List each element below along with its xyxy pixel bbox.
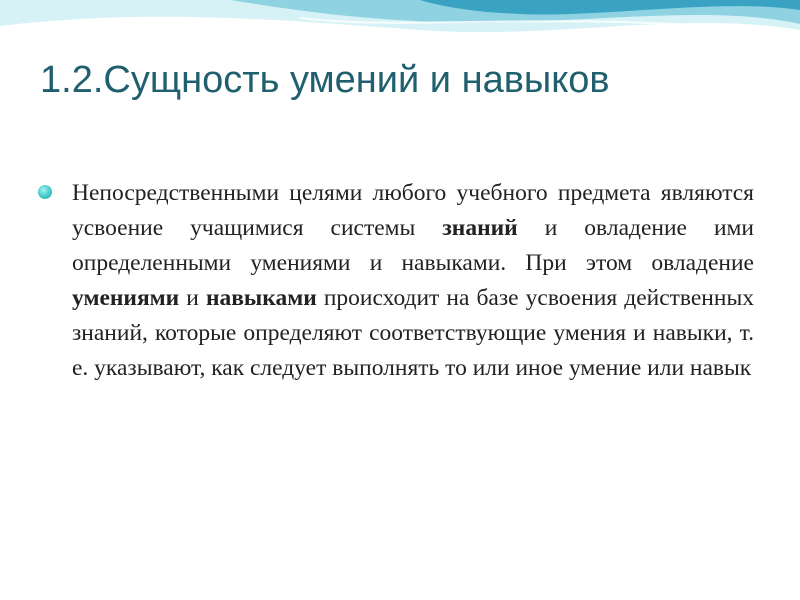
- decorative-waves: [0, 0, 800, 60]
- paragraph-text: и овладение ими определенными умениями и навыками. При этом овладение: [72, 215, 755, 276]
- paragraph-text: Непосредственными целями любого учебного предмета являются усвоение учащимися системы: [72, 180, 754, 241]
- bold-term-navykami: навыками: [205, 285, 317, 311]
- bold-term-znaniy: знаний: [442, 215, 518, 241]
- paragraph-text: происходит на базе усвоения действенных знаний, которые определяют соответствующие умения и навыки, т. е. указывают, как следует выполнять то или иное умение или навык: [72, 285, 754, 381]
- slide-title: 1.2.Сущность умений и навыков: [40, 59, 610, 101]
- bullet-dot-icon: [38, 185, 52, 199]
- bullet-paragraph: [72, 176, 754, 386]
- paragraph-text: и: [179, 285, 206, 311]
- bold-term-umeniyami: умениями: [72, 285, 180, 311]
- bullet-item: [38, 176, 754, 386]
